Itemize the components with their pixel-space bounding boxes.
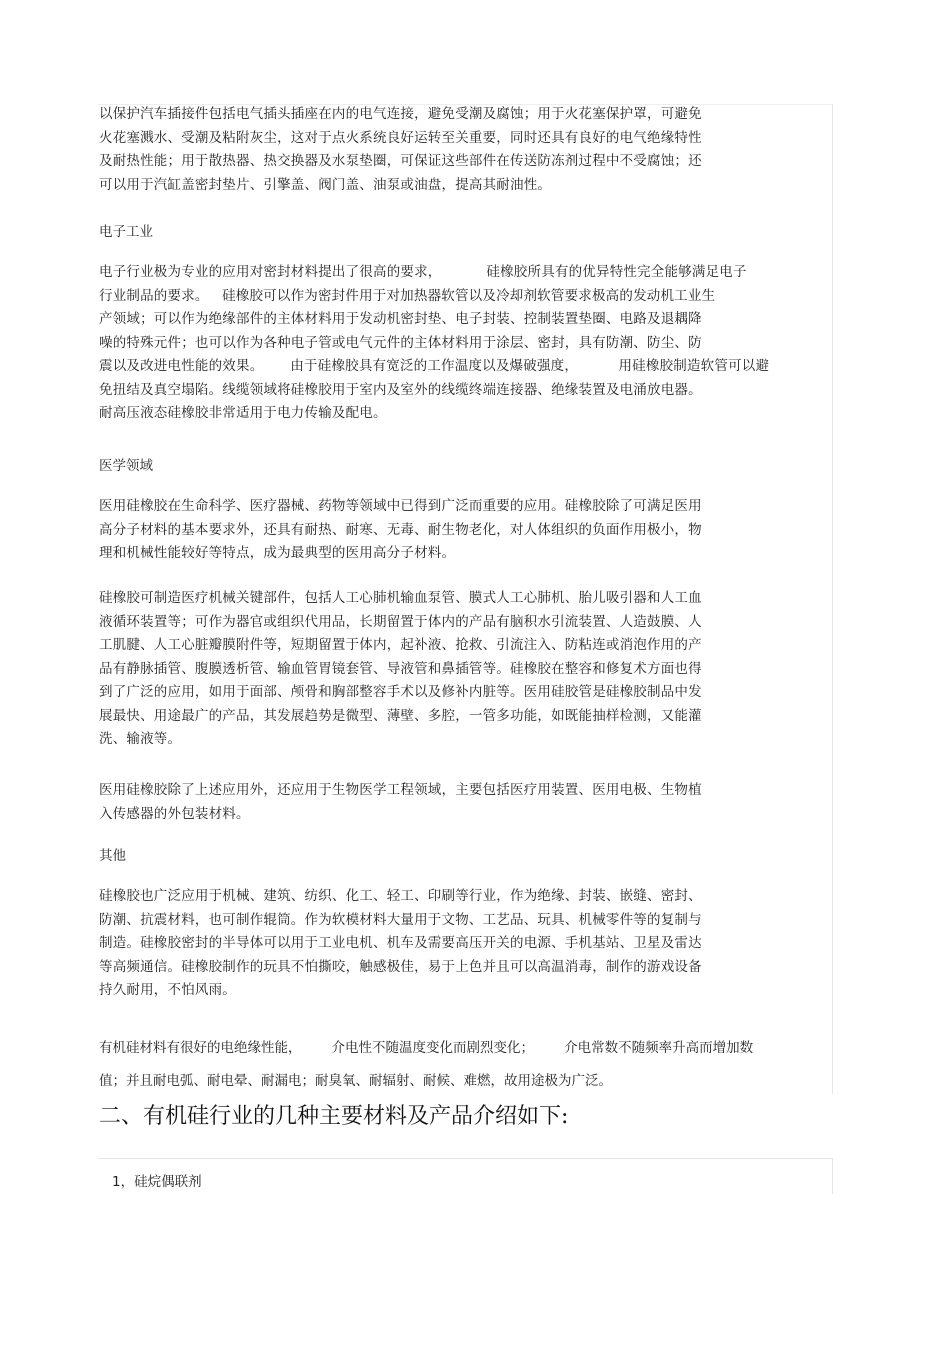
text-line: 洗、输液等。	[99, 731, 182, 747]
text-line: 耐高压液态硅橡胶非常适用于电力传输及配电。	[99, 405, 387, 421]
heading-medical: 医学领域	[99, 458, 153, 474]
heading-electronics: 电子工业	[99, 224, 153, 240]
text-line: 产领域；可以作为绝缘部件的主体材料用于发动机密封垫、电子封装、控制装置垫圈、电路及退耦降	[99, 311, 702, 327]
text-line: 医用硅橡胶在生命科学、医疗器械、药物等领域中已得到广泛而重要的应用。硅橡胶除了可满足医用	[99, 498, 702, 514]
summary-line-1: 有机硅材料有很好的电绝缘性能， 介电性不随温度变化而剧烈变化； 介电常数不随频率升高而增加数	[99, 1040, 754, 1056]
medical-paragraph-2	[99, 587, 702, 752]
subitem-silane-coupling-agent: 1，硅烷偶联剂	[112, 1174, 202, 1190]
text-line: 高分子材料的基本要求外，还具有耐热、耐寒、无毒、耐生物老化，对人体组织的负面作用极小，物	[99, 521, 702, 538]
text-line: 持久耐用，不怕风雨。	[99, 982, 236, 998]
other-paragraph	[99, 885, 702, 1003]
intro-paragraph	[99, 103, 702, 197]
text-line: 电子行业极为专业的应用对密封材料提出了很高的要求， 硅橡胶所具有的优异特性完全能够满足电子	[99, 264, 747, 280]
text-line: 工肌腱、人工心脏瓣膜附件等，短期留置于体内，起补液、抢救、引流注入、防粘连或消泡作用的产	[99, 637, 702, 653]
text-line: 防潮、抗震材料，也可制作辊筒。作为软模材料大量用于文物、工艺品、玩具、机械零件等的复制与	[99, 911, 702, 928]
text-line: 医用硅橡胶除了上述应用外，还应用于生物医学工程领域，主要包括医疗用装置、医用电极、生物植	[99, 782, 702, 798]
subitem-frame	[98, 1158, 833, 1194]
text-line: 到了广泛的应用，如用于面部、颅骨和胸部整容手术以及修补内脏等。医用硅胶管是硅橡胶制品中发	[99, 684, 702, 700]
text-line: 硅橡胶也广泛应用于机械、建筑、纺织、化工、轻工、印刷等行业，作为绝缘、封装、嵌缝、密封、	[99, 888, 702, 904]
medical-paragraph-1	[99, 495, 702, 566]
text-line: 火花塞溅水、受潮及粘附灰尘，这对于点火系统良好运转至关重要，同时还具有良好的电气绝缘特性	[99, 129, 702, 146]
medical-paragraph-3	[99, 779, 702, 826]
heading-other: 其他	[99, 848, 126, 864]
text-line: 震以及改进电性能的效果。 由于硅橡胶具有宽泛的工作温度以及爆破强度， 用硅橡胶制造软管可以避	[99, 358, 770, 374]
text-line: 理和机械性能较好等特点，成为最典型的医用高分子材料。	[99, 545, 456, 561]
text-line: 展最快、用途最广的产品，其发展趋势是微型、薄壁、多腔，一管多功能，如既能抽样检测，又能灌	[99, 707, 702, 724]
summary-line-2: 值；并且耐电弧、耐电晕、耐漏电；耐臭氧、耐辐射、耐候、难燃，故用途极为广泛。	[99, 1073, 612, 1089]
text-line: 液循环装置等；可作为器官或组织代用品，长期留置于体内的产品有脑积水引流装置、人造鼓膜、人	[99, 613, 702, 630]
section-title: 二、有机硅行业的几种主要材料及产品介绍如下:	[99, 1104, 569, 1129]
text-line: 等高频通信。硅橡胶制作的玩具不怕撕咬，触感极佳，易于上色并且可以高温消毒，制作的游戏设备	[99, 958, 702, 975]
text-line: 行业制品的要求。 硅橡胶可以作为密封件用于对加热器软管以及冷却剂软管要求极高的发动机工业生	[99, 287, 716, 304]
text-line: 免扭结及真空塌陷。线缆领域将硅橡胶用于室内及室外的线缆终端连接器、绝缘装置及电涌放电器。	[99, 381, 702, 398]
text-line: 以保护汽车插接件包括电气插头插座在内的电气连接，避免受潮及腐蚀；用于火花塞保护罩，可避免	[99, 106, 702, 122]
text-line: 入传感器的外包装材料。	[99, 805, 250, 822]
electronics-paragraph	[99, 261, 769, 426]
text-line: 及耐热性能；用于散热器、热交换器及水泵垫圈，可保证这些部件在传送防冻剂过程中不受腐蚀；还	[99, 153, 702, 169]
text-line: 制造。硅橡胶密封的半导体可以用于工业电机、机车及需要高压开关的电源、手机基站、卫星及雷达	[99, 935, 702, 951]
text-line: 品有静脉插管、腹膜透析管、输血管胃镜套管、导液管和鼻插管等。硅橡胶在整容和修复术方面也得	[99, 660, 702, 677]
text-line: 可以用于汽缸盖密封垫片、引擎盖、阀门盖、油泵或油盘，提高其耐油性。	[99, 176, 552, 193]
text-line: 硅橡胶可制造医疗机械关键部件，包括人工心肺机输血泵管、膜式人工心肺机、胎儿吸引器和人工血	[99, 590, 702, 606]
text-line: 噪的特殊元件；也可以作为各种电子管或电气元件的主体材料用于涂层、密封，具有防潮、防尘、防	[99, 334, 702, 351]
